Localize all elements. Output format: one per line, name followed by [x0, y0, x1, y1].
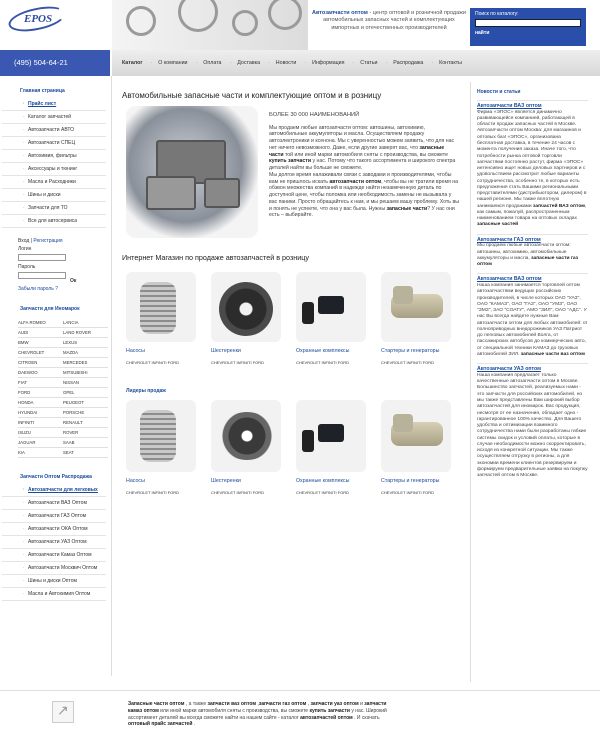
- product-name[interactable]: Насосы: [126, 478, 145, 484]
- product-brands: CHEVROLET INFINITI FORD: [296, 489, 350, 495]
- sidebar-item-accessories[interactable]: · Аксессуары и тюнинг: [2, 163, 106, 176]
- nav-delivery[interactable]: Доставка: [237, 60, 261, 66]
- nav-about[interactable]: О компании: [158, 60, 188, 66]
- brand-grid: [18, 318, 108, 458]
- sidebar-item-price[interactable]: · Прайс лист: [2, 98, 106, 111]
- tagline-text: - центр оптовой и розничной продажи автомобильных запасных частей и комплектующих импортных и отечественных производителей: [323, 10, 466, 31]
- brand-link[interactable]: PEUGEOT: [63, 398, 108, 408]
- nav-sale[interactable]: Распродажа: [393, 60, 424, 66]
- sidebar-item-chemistry[interactable]: · Автохимия, фильтры: [2, 150, 106, 163]
- sidebar-item-auto[interactable]: · Автозапчасти АВТО: [2, 124, 106, 137]
- login-ok-button[interactable]: Ок: [70, 278, 77, 284]
- brand-link[interactable]: OPEL: [63, 388, 108, 398]
- tagline-link[interactable]: Автозапчасти оптом: [312, 10, 368, 16]
- product-brands: CHEVROLET INFINITI FORD: [126, 359, 180, 365]
- login-label: Вход: [18, 238, 30, 244]
- news-heading[interactable]: Новости и статьи: [477, 89, 521, 95]
- brand-link[interactable]: KIA: [18, 448, 63, 458]
- nav-separator: ·: [431, 60, 434, 66]
- brand-link[interactable]: HONDA: [18, 398, 63, 408]
- brand-link[interactable]: RENAULT: [63, 418, 108, 428]
- product-name[interactable]: Насосы: [126, 348, 145, 354]
- product-card[interactable]: [207, 272, 292, 365]
- starter-icon[interactable]: [381, 400, 451, 472]
- gear-icon: [178, 0, 218, 32]
- brand-link[interactable]: LANCIA: [63, 318, 108, 328]
- nav-info[interactable]: Информация: [312, 60, 345, 66]
- brand-link[interactable]: JAGUAR: [18, 438, 63, 448]
- intro-text: [269, 112, 459, 219]
- pump-icon[interactable]: [126, 272, 196, 342]
- brand-link[interactable]: SEAT: [63, 448, 108, 458]
- alarm-icon[interactable]: [296, 272, 366, 342]
- brand-link[interactable]: CHEVROLET: [18, 348, 63, 358]
- sidebar-item-spec[interactable]: · Автозапчасти СПЕЦ: [2, 137, 106, 150]
- external-link-icon[interactable]: [52, 701, 74, 723]
- starter-icon[interactable]: [381, 272, 451, 342]
- search-button[interactable]: найти: [475, 30, 490, 36]
- wholesale-heading[interactable]: Запчасти Оптом Распродажа: [20, 474, 92, 480]
- intro-paragraph-1: Мы продаем любые автозапчасти оптом: автошины, автохимию, автомобильные аккумуляторы и масла. Осуществляем продажу автоэлектроники и ксенона. Мы с уверенностью можем заявить, что для нас нет ничего невозможного. Даже, если другие заверят вас, что запасные части той или иной марки автомобиля сняты с производства, вы сможете купить запчасти у нас. Потому что такого ассортимента и широкого спектра деталей найти вы больше не сможете.: [269, 124, 456, 172]
- product-name[interactable]: Шестеренки: [211, 478, 241, 484]
- leaders-heading[interactable]: Лидеры продаж: [126, 388, 166, 394]
- register-link[interactable]: Регистрация: [33, 238, 63, 244]
- wholesale-item-oka[interactable]: · Автозапчасти ОКА Оптом: [2, 523, 106, 536]
- password-input[interactable]: [18, 272, 66, 279]
- login-form: Вход | Регистрация Логин Пароль Ок Забыли пароль ?: [18, 238, 111, 292]
- left-sidebar: [0, 76, 112, 676]
- nav-separator: ·: [229, 60, 232, 66]
- login-input[interactable]: [18, 254, 66, 261]
- product-name[interactable]: Стартеры и генераторы: [381, 478, 440, 484]
- news-title[interactable]: Автозапчасти ВАЗ оптом: [477, 103, 542, 109]
- logo[interactable]: [8, 8, 68, 30]
- nav-contacts[interactable]: Контакты: [439, 60, 462, 66]
- wholesale-item-kamaz[interactable]: · Автозапчасти Камаз Оптом: [2, 549, 106, 562]
- main-content: [122, 82, 462, 682]
- shop-title: Интернет Магазин по продаже автозапчастей в розницу: [122, 253, 309, 262]
- product-brands: CHEVROLET INFINITI FORD: [381, 359, 435, 365]
- nav-separator: ·: [385, 60, 388, 66]
- gear-icon: [126, 6, 156, 36]
- wholesale-item-uaz[interactable]: · Автозапчасти УАЗ Оптом: [2, 536, 106, 549]
- pump-icon[interactable]: [126, 400, 196, 472]
- footer-text: Запасные части оптом , а также запчасти ваз оптом ,запчасти газ оптом , запчасти уаз оптом и запчасти камаз оптом или иной марки автомобиля сняты с производства, вы сможете купить запчасти у нас. Широкий ассортимент деталей вы всегда сможете найти на нашем сайте - каталог автозапчастей оптом . И скачать оптовый прайс запчастей .: [128, 701, 387, 728]
- nav-payment[interactable]: Оплата: [203, 60, 222, 66]
- brand-link[interactable]: NISSAN: [63, 378, 108, 388]
- brand-link[interactable]: SAAB: [63, 438, 108, 448]
- sidebar-item-service-parts[interactable]: · Запчасти для ТО: [2, 202, 106, 215]
- news-item: Автозапчасти ГАЗ оптом Мы продаем любые автозапчасти оптом: автошины, автохимию, автомобильные аккумуляторы и масла, запасные части газ оптом: [477, 234, 588, 269]
- brands-heading[interactable]: Запчасти для Иномарок: [20, 306, 80, 312]
- search-label: Поиск по каталогу:: [475, 11, 519, 17]
- nav-separator: ·: [268, 60, 270, 66]
- product-card[interactable]: [377, 400, 462, 495]
- wholesale-item-tires[interactable]: · Шины и диски Оптом: [2, 575, 106, 588]
- nav-news[interactable]: Новости: [275, 60, 297, 66]
- product-card[interactable]: [292, 272, 377, 365]
- nav-separator: ·: [150, 60, 153, 66]
- nav-catalog[interactable]: Каталог: [122, 60, 143, 66]
- header: [0, 0, 600, 50]
- product-brands: CHEVROLET INFINITI FORD: [381, 489, 435, 495]
- brand-link[interactable]: BMW: [18, 338, 63, 348]
- phone-number: (495) 504-64-21: [0, 50, 110, 76]
- tagline: [310, 10, 468, 32]
- right-sidebar: [470, 82, 588, 682]
- product-card[interactable]: [122, 272, 207, 365]
- search-input[interactable]: [475, 19, 581, 27]
- wholesale-item-moskvich[interactable]: · Автозапчасти Москвич Оптом: [2, 562, 106, 575]
- brand-link[interactable]: FORD: [18, 388, 63, 398]
- product-card[interactable]: [292, 400, 377, 495]
- main-page-link[interactable]: Главная страница: [20, 88, 65, 94]
- gear-icon: [268, 0, 302, 30]
- page-title: Автомобильные запасные части и комплектующие оптом и в розницу: [122, 91, 382, 100]
- product-name[interactable]: Охранные комплексы: [296, 348, 350, 354]
- product-brands: CHEVROLET INFINITI FORD: [126, 489, 180, 495]
- password-field-label: Пароль: [18, 264, 36, 270]
- product-name[interactable]: Стартеры и генераторы: [381, 348, 440, 354]
- nav-separator: ·: [352, 60, 355, 66]
- brand-link[interactable]: MAZDA: [63, 348, 108, 358]
- product-name[interactable]: Шестеренки: [211, 348, 241, 354]
- search-box: [470, 8, 586, 46]
- logo-text: EPOS: [24, 13, 53, 25]
- news-item: Автозапчасти УАЗ оптом Наша компания предлагает только качественные автозапчасти оптом в Москве. Большинство запчастей, реализуемых нами - это запчасти для российских автомобилей, но мы также представлены Вам широкий выбор автозапчастей для иномарок. Вас продукция, несмотря от ее назначения, обладает одно - гарантированное 100% качество. Для Вашего удобства и оптимизации взаимного сотрудничества нами были разработаны гибкие системы скидок и условий оплаты, которые в случае необходимости можно скорректировать, исходя из конкретной ситуации. Мы также осуществляем отгрузку в регионы, а для экономии времени клиентов резервируем и формируем предварительные заявки на покупку запчастей оптом в Москве.: [477, 363, 588, 479]
- wholesale-item-vaz[interactable]: · Автозапчасти ВАЗ Оптом: [2, 497, 106, 510]
- brand-link[interactable]: DAEWOO: [18, 368, 63, 378]
- sidebar-item-tires[interactable]: · Шины и диски: [2, 189, 106, 202]
- brand-link[interactable]: FIAT: [18, 378, 63, 388]
- news-title[interactable]: Автозапчасти ГАЗ оптом: [477, 236, 541, 243]
- brand-link[interactable]: MITSUBISHI: [63, 368, 108, 378]
- leaders-row: [122, 400, 462, 495]
- brand-link[interactable]: LAND ROVER: [63, 328, 108, 338]
- nav-separator: ·: [195, 60, 198, 66]
- sidebar-item-oils[interactable]: · Масла и Расходники: [2, 176, 106, 189]
- product-row: [122, 272, 462, 365]
- sidebar-item-autoservice[interactable]: · Все для автосервиса: [2, 215, 106, 228]
- intro-caption: БОЛЕЕ 30 000 НАИМЕНОВАНИЙ: [269, 112, 360, 118]
- main-nav: [112, 50, 600, 76]
- brand-link[interactable]: MERCEDES: [63, 358, 108, 368]
- brand-link[interactable]: ALFA ROMEO: [18, 318, 63, 328]
- brand-link[interactable]: LEXUS: [63, 338, 108, 348]
- header-banner: [112, 0, 308, 50]
- intro-paragraph-2: Мы долгое время налаживали связи с заводами и производителями, чтобы вам не пришлось искать автозапчасти оптом, чтобы вы не тратили время на обзвон множества компаний в надежде найти незамеченную деталь по доступной цене, чтобы поломка или необходимость замены не вызывала у вас паники. Просто обращайтесь к нам, и мы решаем вашу проблему. Хоть вы и понять не успеете, что она у вас была. Нужны запасные части? У нас они есть – выбирайте.: [269, 171, 459, 219]
- product-brands: CHEVROLET INFINITI FORD: [296, 359, 350, 365]
- nav-separator: ·: [304, 60, 307, 66]
- product-card[interactable]: [122, 400, 207, 495]
- news-item: Автозапчасти ВАЗ оптом Наша компания занимается торговлей оптом автозапчастями ведущих российских производителей, в числе которых ОАО "УАЗ", ОАО "КАМАЗ", ОАО "ГАЗ", ОАО "УМЗ", ОАО "ЗМЗ", ЗАО "СОАТУ", АМО "ЗИЛ", ОАО "АДС". У нас Вы всегда найдете нужные Вам автозапчасти оптом для любых автомобилей: от полноприводных внедорожников УАЗ Патриот до легковых автомобилей Волга, от пассажирских автобусов до коммерческих авто, от специальной техники КАМАЗ до грузовых автомобилей ЗИЛ. запасные части ваз оптом: [477, 273, 588, 358]
- brand-link[interactable]: ISUZU: [18, 428, 63, 438]
- login-field-label: Логин: [18, 246, 32, 252]
- footer: [0, 690, 600, 741]
- wholesale-item-oils[interactable]: · Масла и Автохимия Оптом: [2, 588, 106, 601]
- wholesale-item-cars[interactable]: · Автозапчасти для легковых: [2, 484, 106, 497]
- brand-link[interactable]: HYUNDAI: [18, 408, 63, 418]
- brand-link[interactable]: ROVER: [63, 428, 108, 438]
- nav-articles[interactable]: Статьи: [360, 60, 378, 66]
- brand-link[interactable]: AUDI: [18, 328, 63, 338]
- engine-image: [126, 106, 258, 238]
- gear-icon[interactable]: [211, 272, 281, 342]
- brand-link[interactable]: PORSCHE: [63, 408, 108, 418]
- gear-icon: [232, 10, 258, 36]
- brand-link[interactable]: INFINITI: [18, 418, 63, 428]
- product-name[interactable]: Охранные комплексы: [296, 478, 350, 484]
- wholesale-item-gaz[interactable]: · Автозапчасти ГАЗ Оптом: [2, 510, 106, 523]
- sidebar-item-catalog[interactable]: · Каталог запчастей: [2, 111, 106, 124]
- alarm-icon[interactable]: [296, 400, 366, 472]
- forgot-password-link[interactable]: Забыли пароль ?: [18, 286, 58, 292]
- news-title[interactable]: Автозапчасти УАЗ оптом: [477, 366, 541, 373]
- brand-link[interactable]: CITROEN: [18, 358, 63, 368]
- news-title[interactable]: Автозапчасти ВАЗ оптом: [477, 276, 542, 283]
- logo-area: [0, 0, 112, 50]
- news-item: Автозапчасти ВАЗ оптом Фирма «ЭПОС» является динамично развивающейся компанией, работающей в области продаж запасных частей в Москве. Автозапчасти оптом Москва: для магазинов и оптовых баз! «ЭПОС», организована бесплатная доставка, в течение 24 часов с момента получения заказа. Иначе того, что потребности рынка оптовой торговли запчастями постоянно растут, фирма «ЭПОС» интенсивно ищет новых деловых партнеров и с удовольствием рассмотрит любые варианты сотрудничества, особенно те, в которых есть предложения стать Вашими региональными представителями (дистрибьютором, дилером) в нашей регионе. Мы также вплотную занимаемся продажами запчастей ВАЗ оптом, как самым, пожалуй, распространенным наименованием товара на оптовых складах запасные частей: [477, 100, 588, 229]
- product-card[interactable]: [377, 272, 462, 365]
- product-card[interactable]: [207, 400, 292, 495]
- product-brands: CHEVROLET INFINITI FORD: [211, 489, 265, 495]
- product-brands: CHEVROLET INFINITI FORD: [211, 359, 265, 365]
- gear-icon[interactable]: [211, 400, 281, 472]
